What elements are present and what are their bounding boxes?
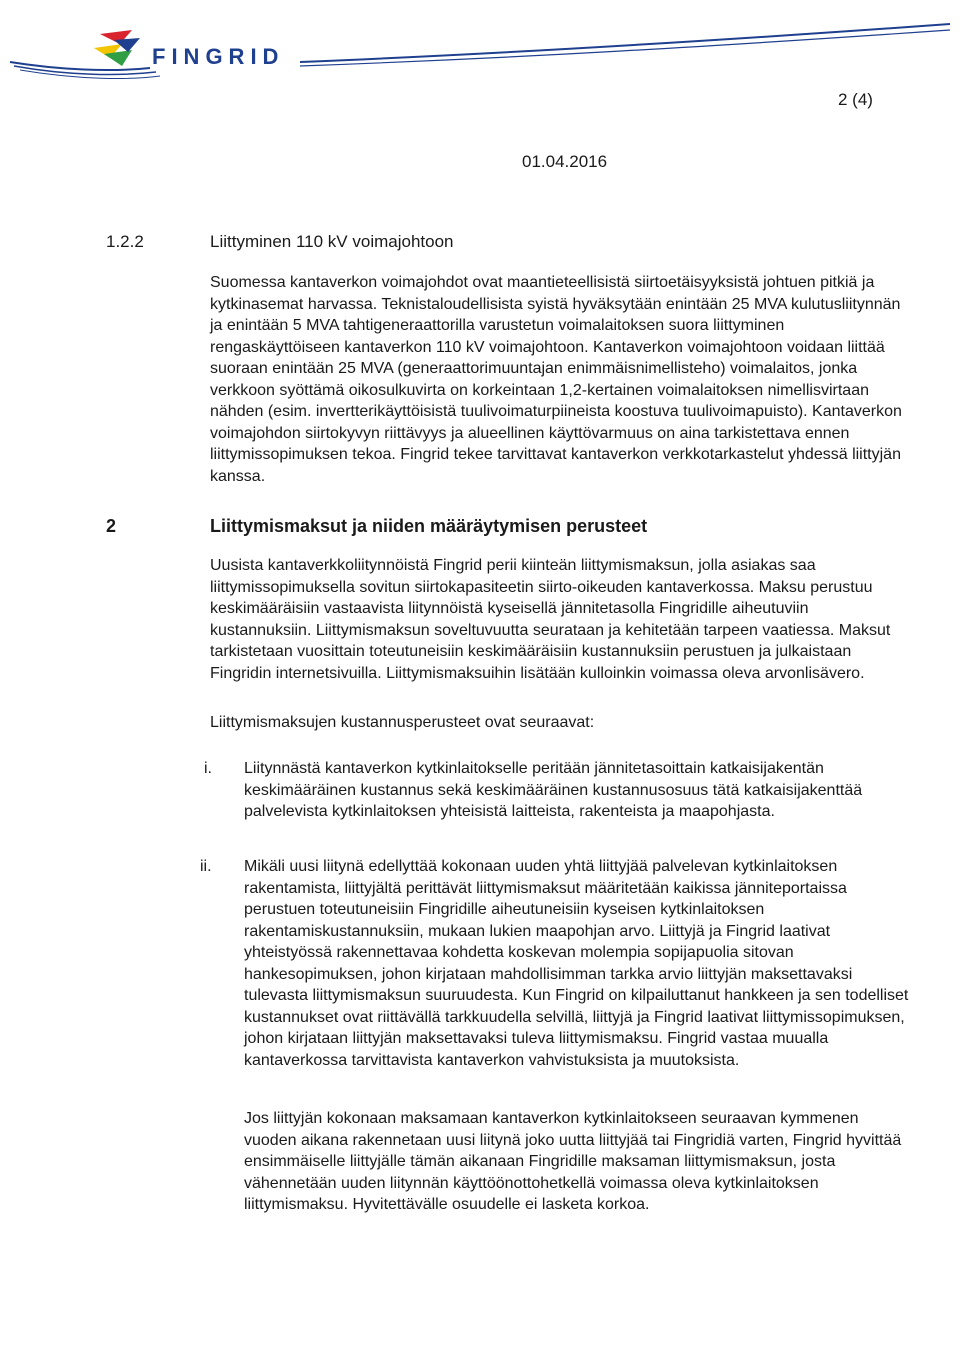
list-item: Liitynnästä kantaverkon kytkinlaitokselle peritään jännitetasoittain katkaisijakentän keskimääräinen kustannus sekä keskimääräinen kustannusosuus tätä katkaisijakenttää palvelevista kytkinlaitoksen yhteisistä laitteista, rakenteista ja maapohjasta. [244, 760, 863, 820]
logo-wordmark: FINGRID [152, 44, 285, 69]
section-body: Suomessa kantaverkon voimajohdot ovat maantieteellisistä siirtoetäisyyksistä johtuen pitkiä ja kytkinasemat harvassa. Teknistaloudellisista syistä hyväksytään enintään 25 MVA kulutusliitynnän ja enintään 5 MVA tahtigeneraattorilla varustetun voimalaitoksen suora liittyminen rengaskäyttöiseen kantaverkon 110 kV voimajohtoon. Kantaverkon voimajohtoon voidaan liittää suoraan enintään 25 MVA (generaattorimuuntajan enimmäisnimellisteho) voimalaitos, jonka verkkoon syöttämä oikosulkuvirta on korkeintaan 1,2-kertainen voimalaitoksen nimellisvirtaan nähden (esim. invertterikäyttöisistä tuulivoimaturpiineista koostuva tuulivoimapuisto). Kantaverkon voimajohdon siirtokyvyn riittävyys ja alueellinen käyttövarmuus on aina tarkistettava ennen liittymissopimuksen tekoa. Fingrid tekee tarvittavat kantaverkon verkkotarkastelut yhdessä liittyjän kanssa. [210, 274, 902, 485]
fingrid-logo [0, 18, 960, 88]
section-number: 1.2.2 [106, 232, 144, 251]
section-number: 2 [106, 516, 117, 536]
list-intro: Liittymismaksujen kustannusperusteet ovat seuraavat: [210, 714, 595, 731]
section-title: Liittymismaksut ja niiden määräytymisen perusteet [210, 516, 648, 536]
logo-swoosh-icon [0, 18, 960, 88]
closing-paragraph: Jos liittyjän kokonaan maksamaan kantaverkon kytkinlaitokseen seuraavan kymmenen vuoden aikana rakennetaan uusi liitynä joko uutta liittyjää tai Fingridiä varten, Fingrid hyvittää ensimmäiselle liittyjälle tämän aikanaan Fingridille maksaman liittymismaksun, josta vähennetään uuden liitynnän käyttöönottohetkellä voimassa oleva kytkinlaitoksen liittymismaksu. Hyvitettävälle osuudelle ei lasketa korkoa. [244, 1110, 902, 1213]
section-title: Liittyminen 110 kV voimajohtoon [210, 232, 454, 251]
section-body: Uusista kantaverkkoliitynnöistä Fingrid perii kiinteän liittymismaksun, jolla asiakas saa liittymissopimuksella sovitun siirtokapasiteetin siirto-oikeuden kantaverkossa. Maksu perustuu keskimääräisiin vastaavista liitynnöistä kyseisellä jännitetasolla Fingridille aiheutuviin kustannuksiin. Liittymismaksun soveltuvuutta seurataan ja kehitetään tarpeen vaatiessa. Maksut tarkistetaan vuosittain toteutuneisiin keskimääräisiin kustannuksiin perustuen ja julkaistaan Fingridin internetsivuilla. Liittymismaksuihin lisätään kulloinkin voimassa oleva arvonlisävero. [210, 557, 891, 682]
list-item: Mikäli uusi liitynä edellyttää kokonaan uuden yhtä liittyjää palvelevan kytkinlaitoksen rakentamista, liittyjältä perittävät liittymismaksut määritetään kaikissa jänniteportaissa perustuen toteutuneisiin Fingridille aiheutuneisiin kyseisen kytkinlaitoksen rakentamiskustannuksiin, mukaan lukien maapohjan arvo. Liittyjä ja Fingrid laativat yhteistyössä rakennettavaa kohdetta koskevan molempia sopijapuolia sitovan hankesopimuksen, johon kirjataan mahdollisimman tarkka arvio liittyjän maksettavaksi tulevasta liittymismaksun suuruudesta. Kun Fingrid on kilpailuttanut hankkeen ja sen todelliset kustannukset ovat riittävällä tarkkuudella selvillä, liittyjä ja Fingrid laativat liittymissopimuksen, johon kirjataan liittyjän maksettavaksi tuleva liittymismaksu. Fingrid vastaa muualla kantaverkossa tarvittavista kantaverkon vahvistuksista ja muutoksista. [244, 858, 909, 1069]
page-number: 2 (4) [838, 90, 873, 109]
list-marker: i. [204, 760, 212, 777]
list-marker: ii. [200, 858, 212, 875]
document-date: 01.04.2016 [522, 152, 608, 171]
